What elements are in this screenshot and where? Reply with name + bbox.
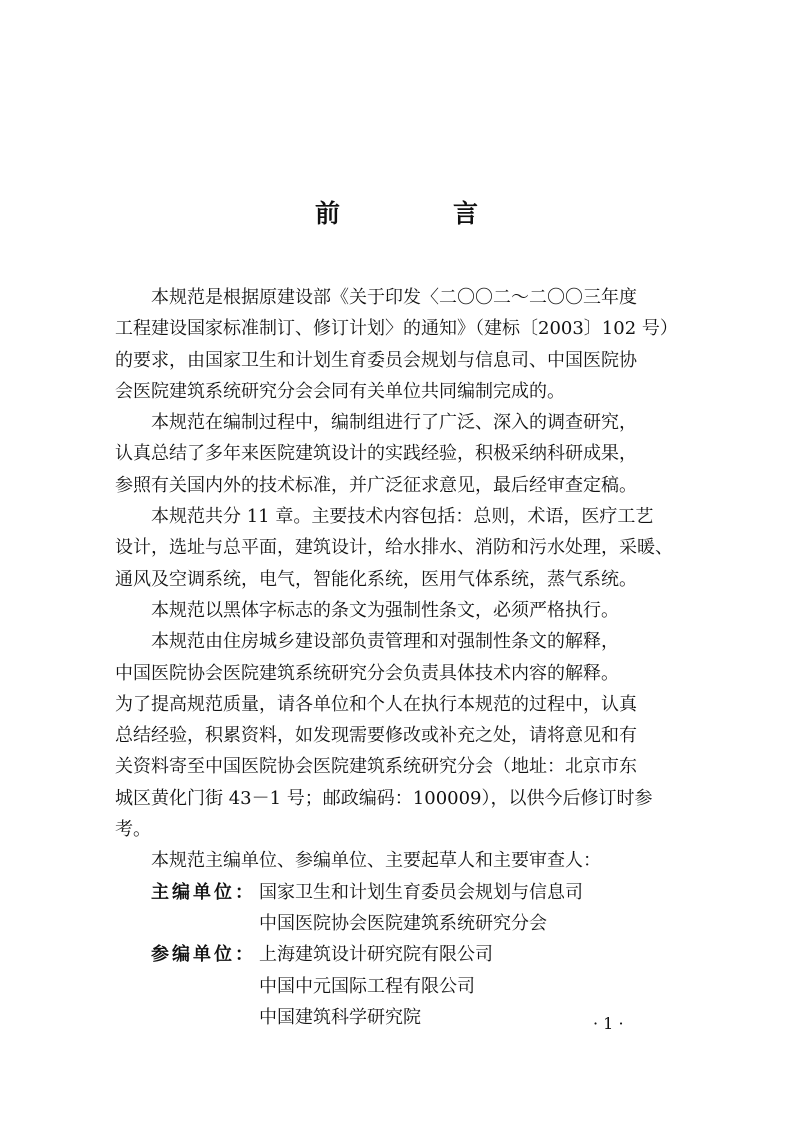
text-line: 为了提高规范质量，请各单位和个人在执行本规范的过程中，认真 bbox=[115, 693, 637, 715]
text-line: 本规范以黑体字标志的条文为强制性条文，必须严格执行。 bbox=[151, 599, 619, 621]
paragraph-management bbox=[115, 626, 695, 845]
chief-unit-item: 中国医院协会医院建筑系统研究分会 bbox=[259, 912, 547, 934]
text-line: 总结经验，积累资料，如发现需要修改或补充之处，请将意见和有 bbox=[115, 725, 637, 747]
chief-unit-item: 国家卫生和计划生育委员会规划与信息司 bbox=[259, 881, 583, 903]
participating-units-label: 参编单位： bbox=[151, 944, 253, 966]
text-line: 本规范共分 11 章。主要技术内容包括：总则，术语，医疗工艺 bbox=[151, 506, 654, 528]
participating-units-list bbox=[259, 939, 493, 1033]
text-line: 参照有关国内外的技术标准，并广泛征求意见，最后经审查定稿。 bbox=[115, 474, 637, 496]
document-body bbox=[115, 282, 695, 1033]
text-line: 的要求，由国家卫生和计划生育委员会规划与信息司、中国医院协 bbox=[115, 349, 637, 371]
units-intro: 本规范主编单位、参编单位、主要起草人和主要审查人： bbox=[151, 850, 601, 872]
text-line: 本规范是根据原建设部《关于印发〈二〇〇二～二〇〇三年度 bbox=[151, 287, 637, 308]
chief-units-list bbox=[259, 877, 583, 940]
text-line: 会医院建筑系统研究分会会同有关单位共同编制完成的。 bbox=[115, 380, 565, 402]
text-line: 关资料寄至中国医院协会医院建筑系统研究分会（地址：北京市东 bbox=[115, 756, 637, 778]
participating-unit-item: 上海建筑设计研究院有限公司 bbox=[259, 944, 493, 966]
paragraph-process bbox=[115, 407, 695, 501]
text-line: 认真总结了多年来医院建筑设计的实践经验，积极采纳科研成果， bbox=[115, 443, 637, 465]
text-line: 本规范在编制过程中，编制组进行了广泛、深入的调查研究， bbox=[151, 412, 637, 434]
text-line: 城区黄化门街 43－1 号；邮政编码：100009），以供今后修订时参 bbox=[115, 787, 653, 809]
paragraph-mandatory bbox=[115, 595, 695, 626]
text-line: 中国医院协会医院建筑系统研究分会负责具体技术内容的解释。 bbox=[115, 662, 619, 684]
chief-units-label: 主编单位： bbox=[151, 881, 253, 903]
text-line: 考。 bbox=[115, 819, 151, 841]
text-line: 工程建设国家标准制订、修订计划〉的通知》（建标〔2003〕102 号） bbox=[115, 318, 678, 340]
paragraph-contents bbox=[115, 501, 695, 595]
chief-units-block bbox=[115, 877, 695, 940]
text-line: 设计，选址与总平面，建筑设计，给水排水、消防和污水处理，采暖、 bbox=[115, 537, 673, 559]
text-line: 本规范由住房城乡建设部负责管理和对强制性条文的解释， bbox=[151, 631, 619, 653]
paragraph-origin bbox=[115, 282, 695, 407]
participating-unit-item: 中国中元国际工程有限公司 bbox=[259, 975, 475, 997]
page-title: 前 言 bbox=[314, 199, 522, 228]
participating-unit-item: 中国建筑科学研究院 bbox=[259, 1006, 421, 1028]
text-line: 通风及空调系统，电气，智能化系统，医用气体系统，蒸气系统。 bbox=[115, 568, 637, 590]
page-number: · 1 · bbox=[593, 1014, 624, 1033]
